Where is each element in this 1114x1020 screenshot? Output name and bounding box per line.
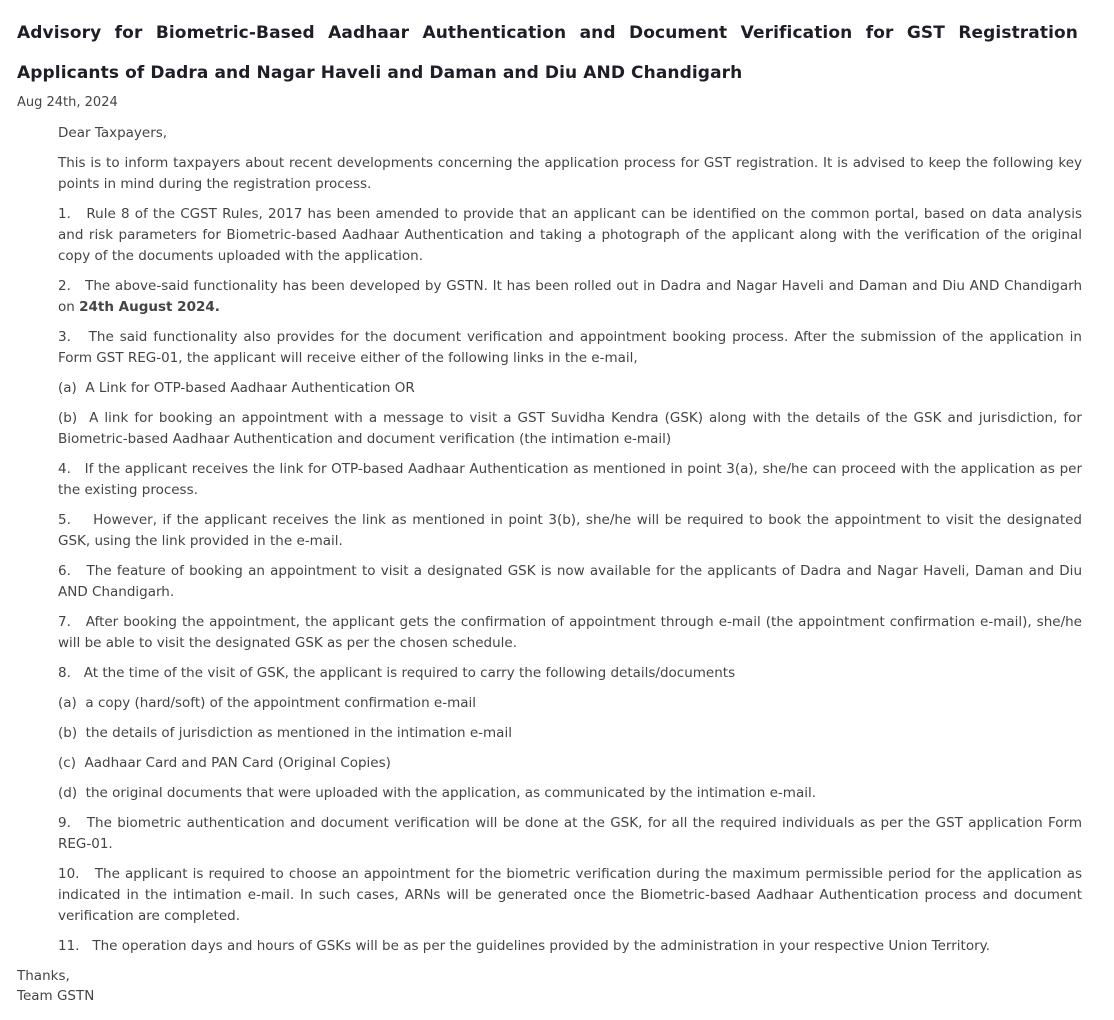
paragraph-text: 11. The operation days and hours of GSKs will be as per the guidelines provided by the administration in your respective Union Territory. [58, 938, 991, 954]
paragraph-text: (a) a copy (hard/soft) of the appointment confirmation e-mail [58, 695, 477, 711]
closing-thanks: Thanks, [17, 968, 70, 984]
paragraph-text: This is to inform taxpayers about recent developments concerning the application process for GST registration. It is advised to keep the following key points in mind during the registration process. [58, 155, 1082, 192]
advisory-date: Aug 24th, 2024 [17, 95, 118, 110]
advisory-body [58, 123, 1082, 957]
bold-text: 24th August 2024. [79, 299, 220, 315]
advisory-paragraph [58, 459, 1082, 501]
advisory-paragraph [58, 276, 1082, 318]
advisory-paragraph [58, 408, 1082, 450]
paragraph-text: 4. If the applicant receives the link for OTP-based Aadhaar Authentication as mentioned in point 3(a), she/he can proceed with the application as per the existing process. [58, 461, 1082, 498]
advisory-paragraph [58, 864, 1082, 927]
advisory-paragraph [58, 813, 1082, 855]
advisory-paragraph [58, 783, 1082, 804]
paragraph-text: 1. Rule 8 of the CGST Rules, 2017 has been amended to provide that an applicant can be identified on the common portal, based on data analysis and risk parameters for Biometric-based Aadhaar Authentication and taking a photograph of the applicant along with the verification of the original copy of the documents uploaded with the application. [58, 206, 1082, 264]
advisory-paragraph [58, 612, 1082, 654]
advisory-paragraph [58, 327, 1082, 369]
advisory-paragraph [58, 153, 1082, 195]
paragraph-text: 9. The biometric authentication and document verification will be done at the GSK, for all the required individuals as per the GST application Form REG-01. [58, 815, 1082, 852]
advisory-paragraph [58, 723, 1082, 744]
closing-team: Team GSTN [17, 988, 95, 1004]
advisory-paragraph [58, 378, 1082, 399]
paragraph-text: (a) A Link for OTP-based Aadhaar Authentication OR [58, 380, 415, 396]
paragraph-text: (c) Aadhaar Card and PAN Card (Original Copies) [58, 755, 391, 771]
advisory-paragraph [58, 753, 1082, 774]
advisory-paragraph [58, 561, 1082, 603]
paragraph-text: 5. However, if the applicant receives the link as mentioned in point 3(b), she/he will be required to book the appointment to visit the designated GSK, using the link provided in the e-mail. [58, 512, 1082, 549]
paragraph-text: 2. The above-said functionality has been developed by GSTN. It has been rolled out in Dadra and Nagar Haveli and Daman and Diu AND Chandigarh on [58, 278, 1082, 315]
paragraph-text: 6. The feature of booking an appointment to visit a designated GSK is now available for the applicants of Dadra and Nagar Haveli, Daman and Diu AND Chandigarh. [58, 563, 1082, 600]
advisory-paragraph [58, 936, 1082, 957]
paragraph-text: (d) the original documents that were uploaded with the application, as communicated by the intimation e-mail. [58, 785, 817, 801]
paragraph-text: 8. At the time of the visit of GSK, the applicant is required to carry the following details/documents [58, 665, 736, 681]
advisory-paragraph [58, 693, 1082, 714]
paragraph-text: (b) the details of jurisdiction as mentioned in the intimation e-mail [58, 725, 512, 741]
paragraph-list [58, 153, 1082, 957]
advisory-paragraph [58, 663, 1082, 684]
salutation: Dear Taxpayers, [58, 125, 168, 141]
advisory-paragraph [58, 204, 1082, 267]
closing-block [17, 966, 1082, 1006]
paragraph-text: 3. The said functionality also provides for the document verification and appointment booking process. After the submission of the application in Form GST REG-01, the applicant will receive either of the following links in the e-mail, [58, 329, 1082, 366]
paragraph-text: 10. The applicant is required to choose an appointment for the biometric verification during the maximum permissible period for the application as indicated in the intimation e-mail. In such cases, ARNs will be generated once the Biometric-based Aadhaar Authentication process and document verification are completed. [58, 866, 1082, 924]
paragraph-text: (b) A link for booking an appointment with a message to visit a GST Suvidha Kendra (GSK) along with the details of the GSK and jurisdiction, for Biometric-based Aadhaar Authentication and document verification (the intimation e-mail) [58, 410, 1082, 447]
paragraph-text: 7. After booking the appointment, the applicant gets the confirmation of appointment through e-mail (the appointment confirmation e-mail), she/he will be able to visit the designated GSK as per the chosen schedule. [58, 614, 1082, 651]
advisory-paragraph [58, 510, 1082, 552]
page-title: Advisory for Biometric-Based Aadhaar Authentication and Document Verification for GST Registration Applicants of Dadra and Nagar Haveli and Daman and Diu AND Chandigarh [17, 23, 1078, 83]
